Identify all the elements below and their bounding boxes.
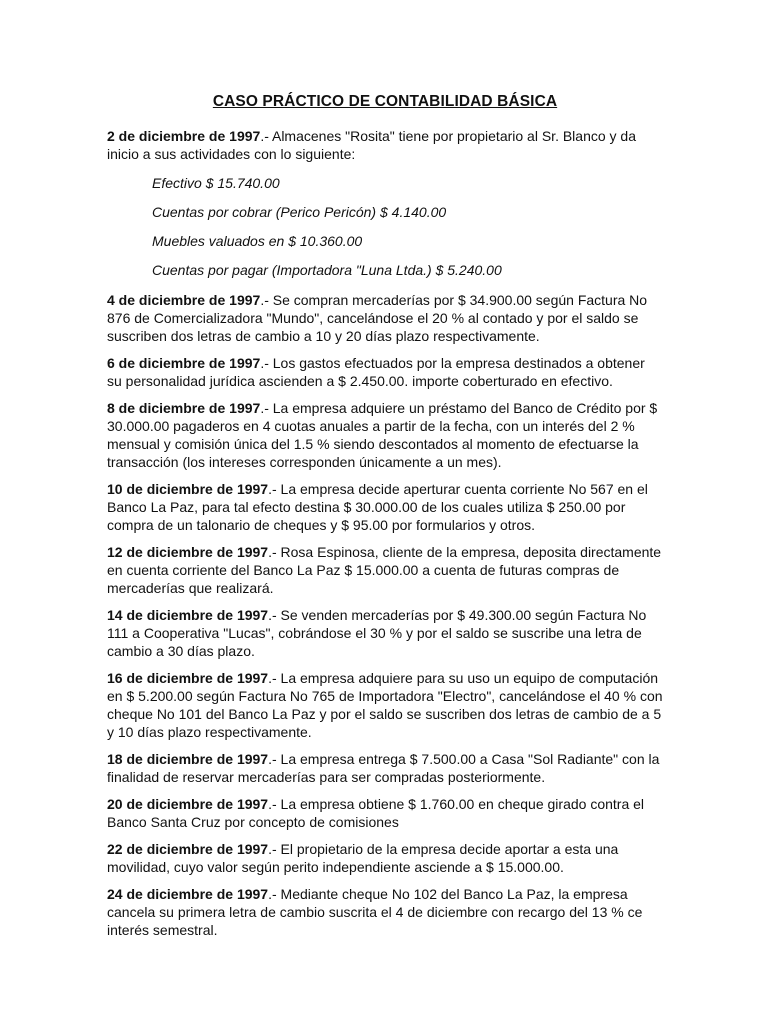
opening-item: Efectivo $ 15.740.00: [152, 175, 280, 191]
opening-item: Cuentas por cobrar (Perico Pericón) $ 4.140.00: [152, 204, 447, 220]
entry-paragraph: [107, 399, 663, 471]
entry-date: 8 de diciembre de 1997: [107, 400, 261, 416]
entry-text: .- Los gastos efectuados por la empresa destinados a obtener su personalidad jurídica ascienden a $ 2.450.00. importe coberturado en efectivo.: [107, 355, 645, 389]
document-title: CASO PRÁCTICO DE CONTABILIDAD BÁSICA: [212, 93, 558, 110]
entry-date: 14 de diciembre de 1997: [107, 607, 269, 623]
entry-text: .- Mediante cheque No 102 del Banco La Paz, la empresa cancela su primera letra de cambio suscrita el 4 de diciembre con recargo del 13 % ce interés semestral.: [107, 886, 643, 938]
intro-paragraph: [107, 127, 663, 163]
entry-date: 22 de diciembre de 1997: [107, 841, 269, 857]
entry-paragraph: [107, 795, 663, 831]
entry-text: .- La empresa adquiere para su uso un equipo de computación en $ 5.200.00 según Factura No 765 de Importadora "Electro", cancelándose el 40 % con cheque No 101 del Banco La Paz y por el saldo se suscriben dos letras de cambio de a 5 y 10 días plazo respectivamente.: [107, 670, 663, 740]
entry-date: 24 de diciembre de 1997: [107, 886, 269, 902]
entry-text: .- La empresa entrega $ 7.500.00 a Casa "Sol Radiante" con la finalidad de reservar mercaderías para ser compradas posteriormente.: [107, 751, 660, 785]
entry-paragraph: [107, 291, 663, 345]
entry-date: 12 de diciembre de 1997: [107, 544, 269, 560]
entry-text: .- Rosa Espinosa, cliente de la empresa, deposita directamente en cuenta corriente del Banco La Paz $ 15.000.00 a cuenta de futuras compras de mercaderías que realizará.: [107, 544, 662, 596]
entry-text: .- Se venden mercaderías por $ 49.300.00 según Factura No 111 a Cooperativa "Lucas", cobrándose el 30 % y por el saldo se suscribe una letra de cambio a 30 días plazo.: [107, 607, 647, 659]
entry-paragraph: [107, 354, 663, 390]
entry-paragraph: [107, 885, 663, 939]
entry-text: .- La empresa decide aperturar cuenta corriente No 567 en el Banco La Paz, para tal efecto destina $ 30.000.00 de los cuales utiliza $ 250.00 por compra de un talonario de cheques y $ 95.00 por formularios y otros.: [107, 481, 648, 533]
entry-paragraph: [107, 840, 663, 876]
entry-date: 20 de diciembre de 1997: [107, 796, 269, 812]
entry-date: 18 de diciembre de 1997: [107, 751, 269, 767]
entry-date: 4 de diciembre de 1997: [107, 292, 261, 308]
document-page: [107, 92, 663, 948]
entry-date: 6 de diciembre de 1997: [107, 355, 261, 371]
entry-text: .- Almacenes "Rosita" tiene por propietario al Sr. Blanco y da inicio a sus actividades con lo siguiente:: [107, 128, 637, 162]
entry-paragraph: [107, 606, 663, 660]
entry-paragraph: [107, 669, 663, 741]
entry-text: .- El propietario de la empresa decide aportar a esta una movilidad, cuyo valor según perito independiente asciende a $ 15.000.00.: [107, 841, 619, 875]
entry-paragraph: [107, 480, 663, 534]
entry-date: 16 de diciembre de 1997: [107, 670, 269, 686]
opening-item: Muebles valuados en $ 10.360.00: [152, 233, 363, 249]
entry-paragraph: [107, 543, 663, 597]
entry-date: 2 de diciembre de 1997: [107, 128, 261, 144]
entry-text: .- Se compran mercaderías por $ 34.900.00 según Factura No 876 de Comercializadora "Mundo", cancelándose el 20 % al contado y por el saldo se suscriben dos letras de cambio a 10 y 20 días plazo respectivamente.: [107, 292, 648, 344]
entry-text: .- La empresa adquiere un préstamo del Banco de Crédito por $ 30.000.00 pagaderos en 4 cuotas anuales a partir de la fecha, con un interés del 2 % mensual y comisión única del 1.5 % siendo descontados al momento de efectuarse la transacción (los intereses corresponden únicamente a un mes).: [107, 400, 658, 470]
entry-date: 10 de diciembre de 1997: [107, 481, 269, 497]
opening-items-list: [107, 174, 663, 279]
opening-item: Cuentas por pagar (Importadora "Luna Ltda.) $ 5.240.00: [152, 262, 502, 278]
entry-paragraph: [107, 750, 663, 786]
entry-text: .- La empresa obtiene $ 1.760.00 en cheque girado contra el Banco Santa Cruz por concepto de comisiones: [107, 796, 645, 830]
